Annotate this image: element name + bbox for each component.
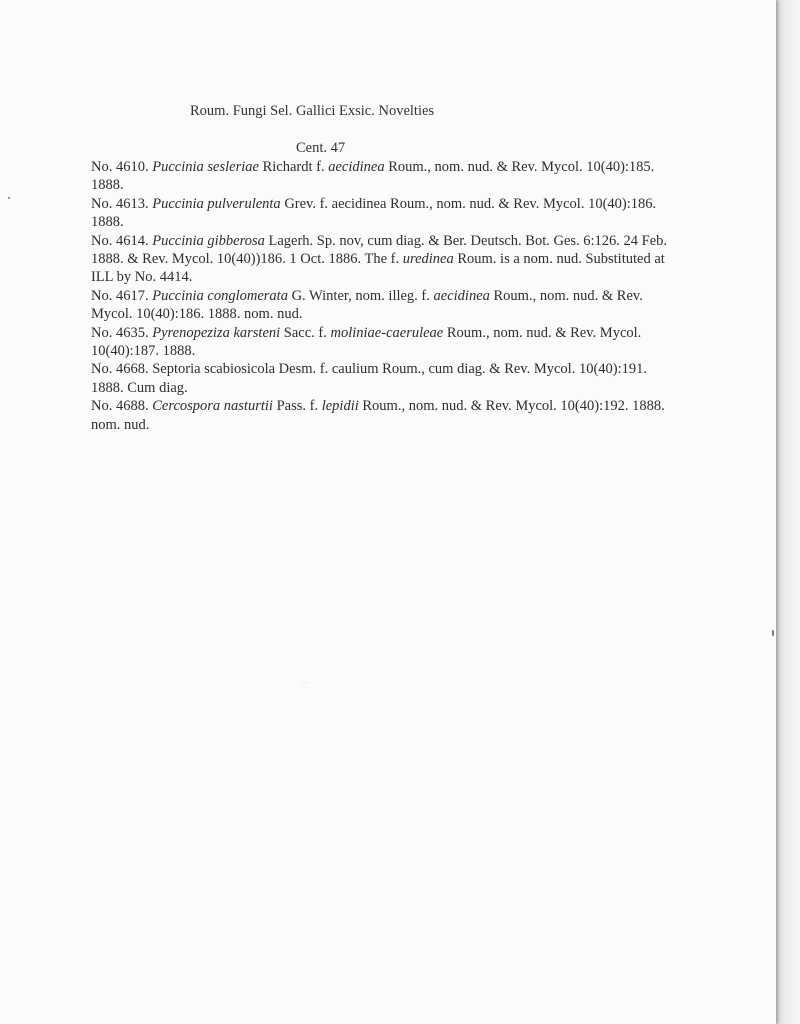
list-item: [91, 397, 671, 434]
species-name: Puccinia sesleriae: [152, 159, 259, 175]
entry-number: No. 4688.: [91, 398, 149, 415]
entry-number: No. 4617.: [91, 287, 149, 304]
species-name: Puccinia gibberosa: [152, 232, 265, 249]
entry-citation: Roum., nom. nud. & Rev. Mycol. 10(40):192. 1888. nom. nud.: [91, 398, 665, 433]
scan-speck: [8, 197, 10, 199]
entry-number: No. 4668.: [91, 361, 149, 378]
page-edge-shadow: [776, 0, 800, 1024]
species-name: Puccinia pulverulenta: [152, 195, 281, 212]
form-name: lepidii: [321, 398, 359, 415]
list-item: [91, 287, 671, 324]
entry-number: No. 4610.: [91, 159, 149, 175]
form-name: moliniae-caeruleae: [330, 324, 444, 341]
entry-list: [91, 158, 671, 434]
entry-number: No. 4613.: [91, 195, 149, 212]
entry-citation: Roum., nom. nud. & Rev. Mycol. 10(40):186. 1888. nom. nud.: [91, 287, 643, 323]
entry-number: No. 4614.: [91, 232, 149, 249]
entry-author: Septoria scabiosicola Desm. f. caulium Roum., cum diag. & Rev. Mycol. 10(40):191. 1888. Cum diag.: [91, 361, 648, 396]
entry-author: G. Winter, nom. illeg. f.: [287, 287, 434, 304]
list-item: [91, 232, 671, 287]
list-item: [91, 195, 671, 232]
species-name: Pyrenopeziza karsteni: [152, 324, 281, 341]
document-title: Roum. Fungi Sel. Gallici Exsic. Novelties: [190, 103, 435, 119]
list-item: [91, 324, 671, 361]
list-item: [91, 158, 671, 195]
entry-citation: Roum., nom. nud. & Rev. Mycol. 10(40):185. 1888.: [91, 159, 655, 194]
entry-author: Sacc. f.: [280, 324, 331, 341]
species-name: Puccinia conglomerata: [152, 287, 288, 304]
section-heading: Cent. 47: [296, 140, 346, 156]
species-name: Cercospora nasturtii: [152, 398, 273, 415]
entry-author: Lagerh. Sp. nov, cum diag. & Ber. Deutsch. Bot. Ges. 6:126. 24 Feb. 1888. & Rev. Mycol. 10(40))186. 1 Oct. 1886. The f.: [91, 232, 668, 268]
entry-author: Grev. f. aecidinea Roum., nom. nud. & Rev. Mycol. 10(40):186. 1888.: [91, 195, 657, 231]
entry-author: Richardt f.: [258, 159, 329, 175]
form-name: aecidinea: [328, 159, 385, 175]
entry-number: No. 4635.: [91, 324, 149, 341]
bleed-through-mark: ~: [300, 675, 309, 692]
list-item: [91, 360, 671, 397]
scan-speck: [772, 630, 774, 636]
form-name: aecidinea: [433, 287, 490, 304]
form-name: uredinea: [402, 251, 454, 268]
entry-citation: Roum., nom. nud. & Rev. Mycol. 10(40):187. 1888.: [91, 324, 642, 360]
entry-citation: Roum. is a nom. nud. Substituted at ILL by No. 4414.: [91, 251, 665, 286]
entry-author: Pass. f.: [272, 398, 322, 415]
